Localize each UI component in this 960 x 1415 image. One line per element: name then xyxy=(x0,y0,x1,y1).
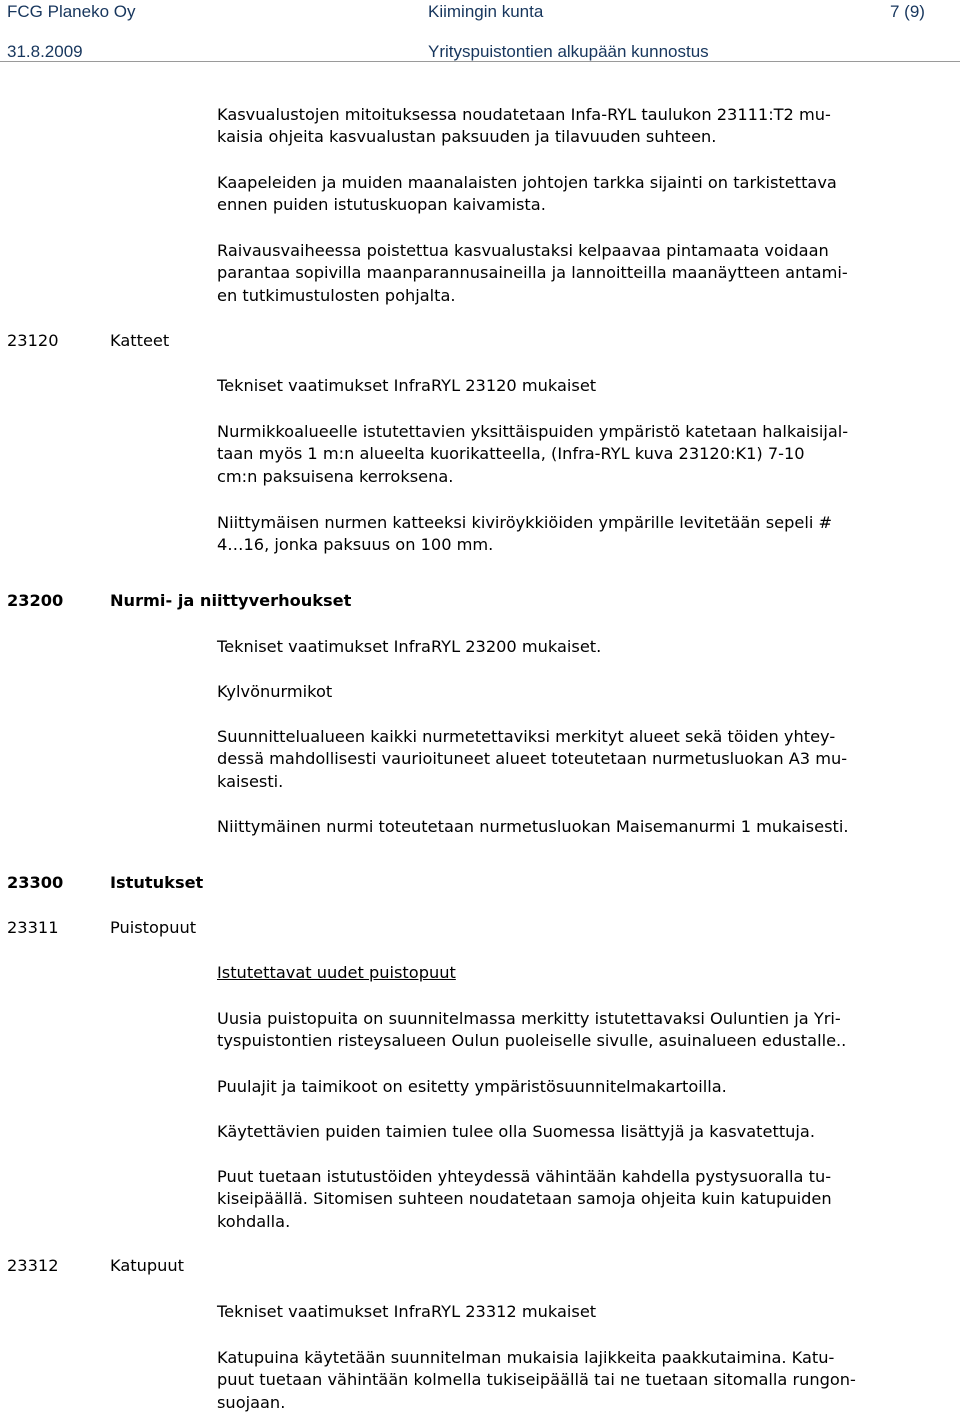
section-number-23300: 23300 xyxy=(7,873,64,892)
line: puut tuetaan vähintään kolmella tukiseipäällä tai ne tuetaan sitomalla rungon- xyxy=(217,1370,856,1390)
line: parantaa sopivilla maanparannusaineilla ja lannoitteilla maanäytteen antami- xyxy=(217,263,848,283)
paragraph-katteet-requirements xyxy=(217,375,957,397)
header-client: Kiimingin kunta xyxy=(428,2,544,21)
paragraph-tree-support xyxy=(217,1166,957,1233)
section-title-nurmi: Nurmi- ja niittyverhoukset xyxy=(110,591,352,610)
line: Käytettävien puiden taimien tulee olla Suomessa lisättyjä ja kasvatettuja. xyxy=(217,1122,815,1141)
line: kiseipäällä. Sitomisen suhteen noudatetaan samoja ohjeita kuin katupuiden xyxy=(217,1189,832,1209)
paragraph-topsoil xyxy=(217,240,957,307)
line: ennen puiden istutuskuopan kaivamista. xyxy=(217,195,546,215)
line: kaisesti. xyxy=(217,771,284,791)
line: Niittymäisen nurmen katteeksi kiviröykkiöiden ympärille levitetään sepeli # xyxy=(217,513,833,532)
line: Tekniset vaatimukset InfraRYL 23312 mukaiset xyxy=(217,1302,597,1321)
paragraph-new-trees-location xyxy=(217,1008,957,1053)
paragraph-seedlings xyxy=(217,1121,957,1143)
section-number-23312: 23312 xyxy=(7,1256,59,1275)
line: taan myös 1 m:n alueelta kuorikatteella, (Infra-RYL kuva 23120:K1) 7-10 xyxy=(217,444,805,464)
page-header xyxy=(0,0,960,62)
paragraph-nurmi-requirements xyxy=(217,636,957,658)
section-title-katupuut: Katupuut xyxy=(110,1256,184,1275)
line: Uusia puistopuita on suunnitelmassa merkitty istutettavaksi Ouluntien ja Yri- xyxy=(217,1009,841,1028)
paragraph-lawn-areas xyxy=(217,726,957,793)
section-number-23311: 23311 xyxy=(7,918,59,937)
line: Puut tuetaan istutustöiden yhteydessä vähintään kahdella pystysuoralla tu- xyxy=(217,1167,832,1186)
section-title-katteet: Katteet xyxy=(110,331,170,350)
subheading-kylvonurmikot xyxy=(217,681,957,703)
line: tyspuistontien risteysalueen Oulun puoleiselle sivulle, asuinalueen edustalle.. xyxy=(217,1031,847,1051)
line: Niittymäinen nurmi toteutetaan nurmetusluokan Maisemanurmi 1 mukaisesti. xyxy=(217,817,849,836)
paragraph-mulch xyxy=(217,421,957,488)
header-divider xyxy=(0,61,960,62)
header-project: Yrityspuistontien alkupään kunnostus xyxy=(428,42,709,61)
line: en tutkimustulosten pohjalta. xyxy=(217,285,456,305)
line: Puulajit ja taimikoot on esitetty ympäristösuunnitelmakartoilla. xyxy=(217,1077,727,1096)
line: Kasvualustojen mitoituksessa noudatetaan Infa-RYL taulukon 23111:T2 mu- xyxy=(217,105,831,124)
line: Nurmikkoalueelle istutettavien yksittäispuiden ympäristö katetaan halkaisijal- xyxy=(217,422,849,441)
paragraph-tree-species xyxy=(217,1076,957,1098)
line: Istutettavat uudet puistopuut xyxy=(217,963,456,982)
line: Tekniset vaatimukset InfraRYL 23200 mukaiset. xyxy=(217,637,602,656)
paragraph-meadow xyxy=(217,816,957,838)
line: Raivausvaiheessa poistettua kasvualustaksi kelpaavaa pintamaata voidaan xyxy=(217,241,829,260)
line: Suunnittelualueen kaikki nurmetettaviksi merkityt alueet sekä töiden yhtey- xyxy=(217,727,836,746)
section-number-23200: 23200 xyxy=(7,591,64,610)
line: kohdalla. xyxy=(217,1211,291,1231)
line: cm:n paksuisena kerroksena. xyxy=(217,466,454,486)
header-page-number: 7 (9) xyxy=(890,2,925,21)
section-number-23120: 23120 xyxy=(7,331,59,350)
paragraph-growth-medium xyxy=(217,104,957,149)
paragraph-katupuut-requirements xyxy=(217,1301,957,1323)
section-title-istutukset: Istutukset xyxy=(110,873,204,892)
line: Katupuina käytetään suunnitelman mukaisia lajikkeita paakkutaimina. Katu- xyxy=(217,1348,835,1367)
line: Kylvönurmikot xyxy=(217,682,333,701)
paragraph-gravel xyxy=(217,512,957,557)
subheading-new-park-trees xyxy=(217,962,957,984)
line: Tekniset vaatimukset InfraRYL 23120 mukaiset xyxy=(217,376,597,395)
line: kaisia ohjeita kasvualustan paksuuden ja tilavuuden suhteen. xyxy=(217,127,717,147)
line: Kaapeleiden ja muiden maanalaisten johtojen tarkka sijainti on tarkistettava xyxy=(217,173,837,192)
line: 4…16, jonka paksuus on 100 mm. xyxy=(217,535,494,555)
line: suojaan. xyxy=(217,1392,286,1412)
header-company: FCG Planeko Oy xyxy=(7,2,136,21)
paragraph-street-trees xyxy=(217,1347,957,1414)
header-date: 31.8.2009 xyxy=(7,42,83,61)
paragraph-cables xyxy=(217,172,957,217)
section-title-puistopuut: Puistopuut xyxy=(110,918,197,937)
line: dessä mahdollisesti vaurioituneet alueet toteutetaan nurmetusluokan A3 mu- xyxy=(217,749,848,769)
